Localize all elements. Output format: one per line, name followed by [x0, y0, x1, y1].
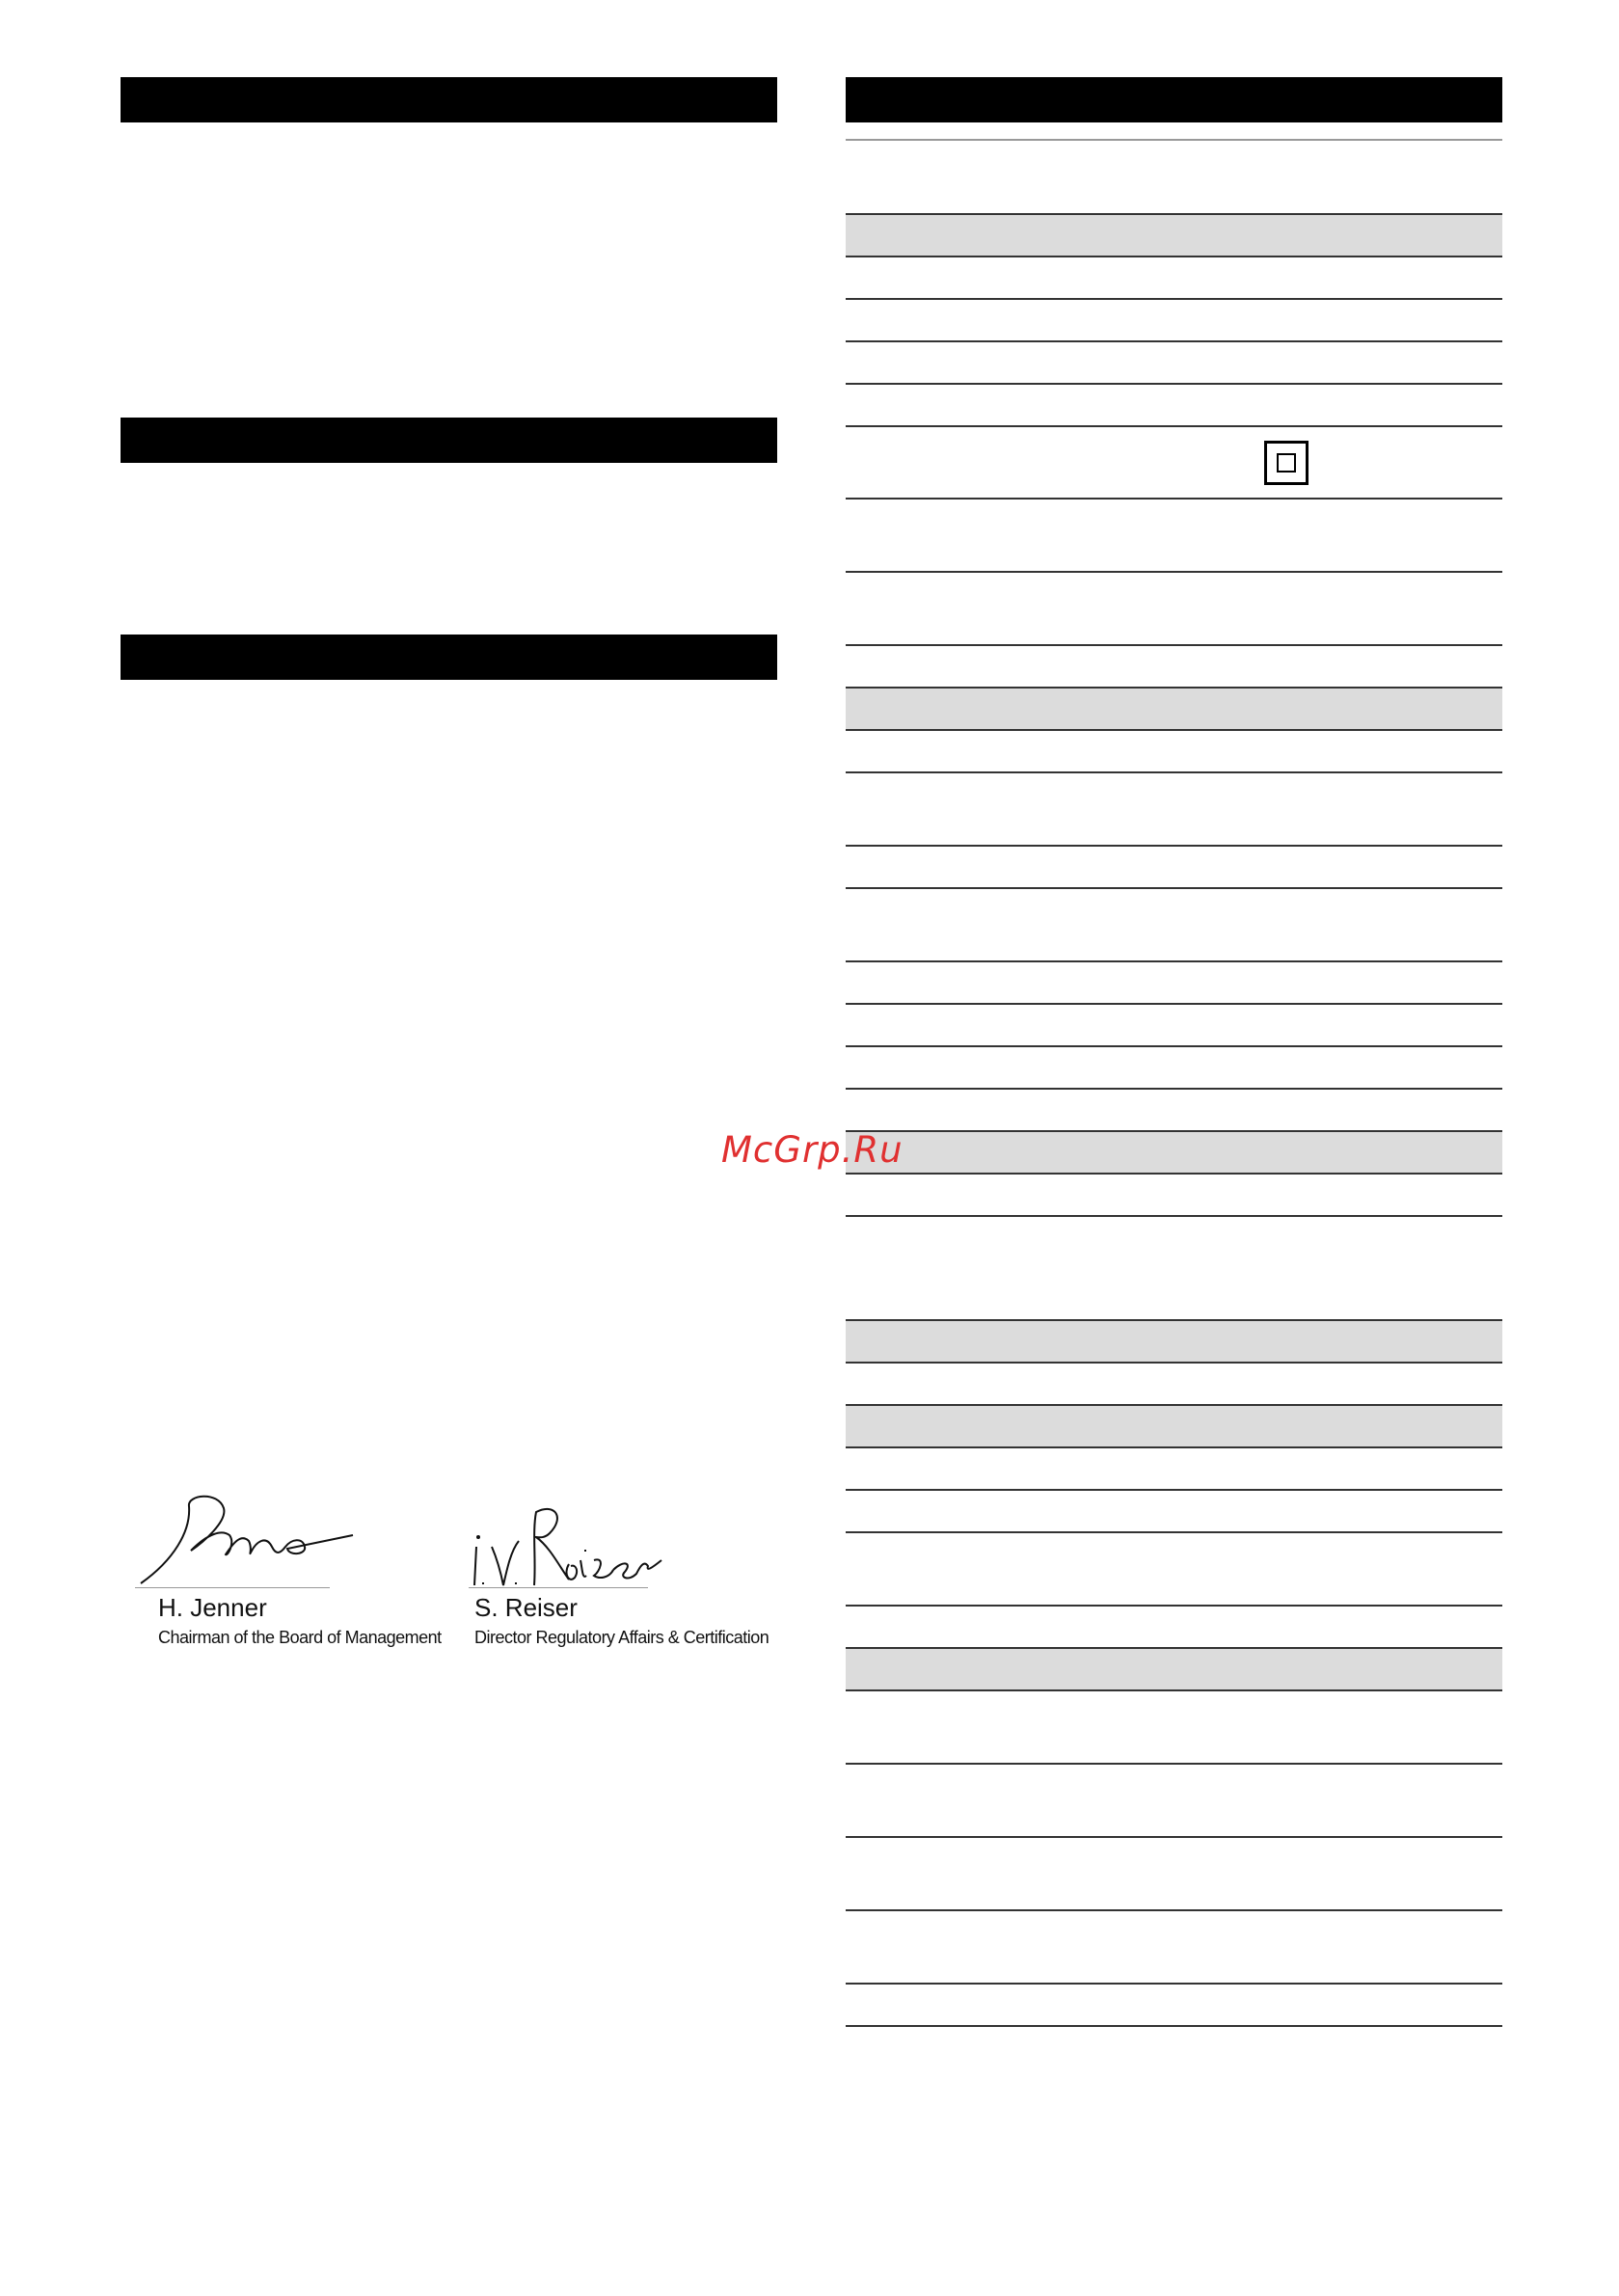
table-row — [846, 571, 1502, 644]
signature-rule — [135, 1587, 330, 1588]
signatory-name: S. Reiser — [474, 1593, 578, 1622]
section-header-bar-2 — [121, 418, 777, 463]
table-row — [846, 1362, 1502, 1404]
table-row — [846, 1909, 1502, 1983]
table-row — [846, 1531, 1502, 1605]
table-row — [846, 644, 1502, 687]
table-row — [846, 1763, 1502, 1836]
table-row — [846, 1003, 1502, 1045]
table-row — [846, 729, 1502, 771]
section-header-bar-1 — [121, 77, 777, 122]
table-section-row — [846, 1404, 1502, 1446]
table-row — [846, 498, 1502, 571]
table-row — [846, 960, 1502, 1003]
handwritten-signature-reiser — [469, 1493, 681, 1589]
table-row — [846, 298, 1502, 340]
table-section-row — [846, 1647, 1502, 1689]
watermark: McGrp.Ru — [721, 1129, 904, 1171]
section-header-bar-3 — [121, 635, 777, 680]
table-row — [846, 1689, 1502, 1763]
table-row — [846, 1215, 1502, 1319]
table-row — [846, 771, 1502, 845]
tech-data-header-bar — [846, 77, 1502, 122]
handwritten-signature-jenner — [135, 1493, 366, 1589]
table-row — [846, 139, 1502, 213]
table-row — [846, 1983, 1502, 2025]
signatory-name: H. Jenner — [158, 1593, 267, 1622]
table-section-row — [846, 1319, 1502, 1362]
signatory-title: Director Regulatory Affairs & Certification — [474, 1628, 769, 1647]
signatory-title: Chairman of the Board of Management — [158, 1628, 442, 1647]
table-row — [846, 887, 1502, 960]
table-section-row — [846, 687, 1502, 729]
table-row — [846, 256, 1502, 298]
table-row — [846, 1836, 1502, 1909]
table-section-row — [846, 213, 1502, 256]
table-row — [846, 845, 1502, 887]
table-row — [846, 1489, 1502, 1531]
signature-rule — [469, 1587, 648, 1588]
table-row — [846, 340, 1502, 383]
table-row — [846, 1088, 1502, 1130]
protection-class-II-icon — [1264, 441, 1309, 485]
table-row-end — [846, 2025, 1502, 2027]
table-row — [846, 1605, 1502, 1647]
table-row — [846, 1446, 1502, 1489]
table-row — [846, 1045, 1502, 1088]
table-section-row — [846, 1130, 1502, 1173]
table-row — [846, 1173, 1502, 1215]
table-row — [846, 383, 1502, 425]
table-row-protection-class — [846, 425, 1502, 498]
